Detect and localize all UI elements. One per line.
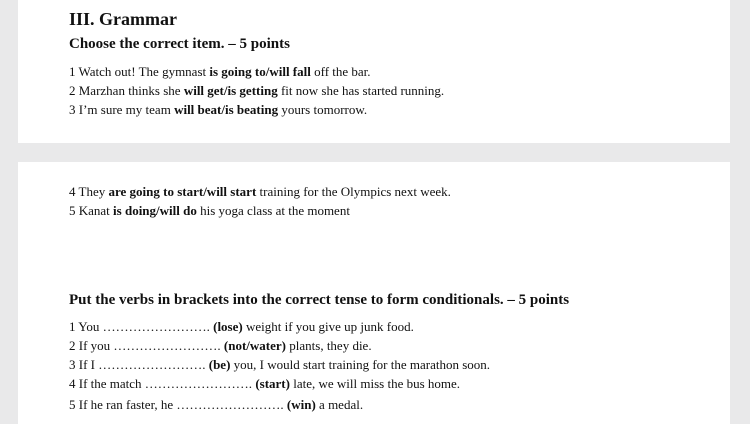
item-verb: (be) bbox=[208, 357, 231, 372]
page-bottom bbox=[18, 162, 730, 424]
item-text: you, I would start training for the marathon soon. bbox=[230, 357, 491, 372]
item-text: his yoga class at the moment bbox=[196, 203, 350, 218]
task1-item-1 bbox=[69, 64, 371, 80]
item-options: is doing/will do bbox=[113, 203, 197, 218]
item-text: 3 If I ……………………. bbox=[69, 357, 209, 372]
item-text: off the bar. bbox=[310, 64, 371, 79]
task2-item-5 bbox=[69, 397, 363, 413]
item-text: 2 Marzhan thinks she bbox=[69, 83, 184, 98]
task2-item-2 bbox=[69, 338, 372, 354]
item-verb: (win) bbox=[286, 397, 316, 412]
task1-item-2 bbox=[69, 83, 444, 99]
item-options: will beat/is beating bbox=[174, 102, 279, 117]
task1-item-4 bbox=[69, 184, 451, 200]
item-text: 5 If he ran faster, he ……………………. bbox=[69, 397, 287, 412]
section-title: III. Grammar bbox=[69, 9, 177, 29]
item-text: late, we will miss the bus home. bbox=[289, 376, 461, 391]
task2-item-3 bbox=[69, 357, 490, 373]
task1-item-3 bbox=[69, 102, 367, 118]
item-options: are going to start/will start bbox=[108, 184, 257, 199]
item-verb: (not/water) bbox=[223, 338, 287, 353]
item-text: 3 I’m sure my team bbox=[69, 102, 175, 117]
item-text: training for the Olympics next week. bbox=[256, 184, 451, 199]
item-text: 1 Watch out! The gymnast bbox=[69, 64, 210, 79]
item-options: is going to/will fall bbox=[209, 64, 311, 79]
item-text: a medal. bbox=[315, 397, 364, 412]
item-text: 2 If you ……………………. bbox=[69, 338, 224, 353]
page-top bbox=[18, 0, 730, 143]
item-text: 4 They bbox=[69, 184, 109, 199]
item-text: 4 If the match ……………………. bbox=[69, 376, 256, 391]
task1-title: Choose the correct item. – 5 points bbox=[69, 36, 290, 52]
item-text: 1 You ……………………. bbox=[69, 319, 214, 334]
item-text: yours tomorrow. bbox=[278, 102, 368, 117]
task2-title: Put the verbs in brackets into the correct tense to form conditionals. – 5 points bbox=[69, 292, 570, 308]
task1-item-5 bbox=[69, 203, 350, 219]
task2-item-1 bbox=[69, 319, 414, 335]
item-text: weight if you give up junk food. bbox=[242, 319, 414, 334]
item-options: will get/is getting bbox=[183, 83, 278, 98]
item-verb: (lose) bbox=[213, 319, 243, 334]
item-verb: (start) bbox=[255, 376, 290, 391]
item-text: fit now she has started running. bbox=[277, 83, 445, 98]
item-text: plants, they die. bbox=[286, 338, 372, 353]
item-text: 5 Kanat bbox=[69, 203, 114, 218]
task2-item-4 bbox=[69, 376, 460, 392]
